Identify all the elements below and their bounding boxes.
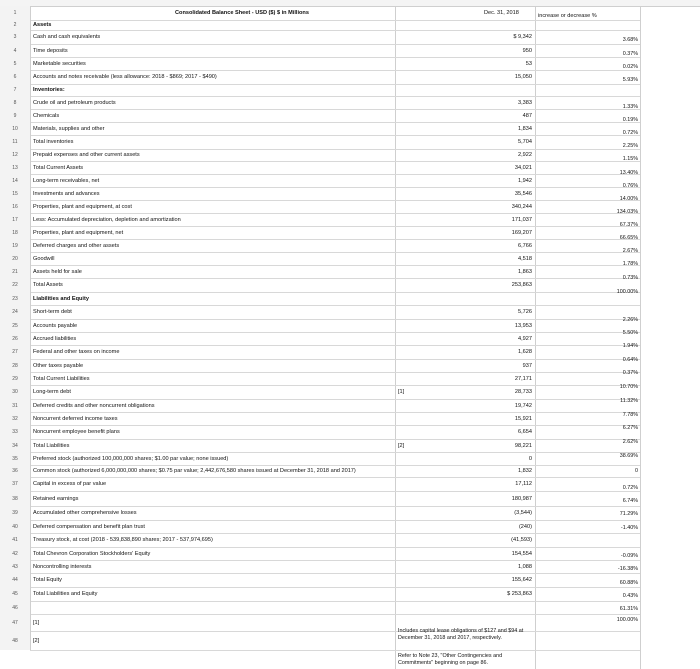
percent-value: 60.88% [619,580,638,586]
table-row [0,213,700,226]
row-number: 16 [0,200,31,213]
table-row [0,265,700,278]
row-value: 15,921 [514,415,532,422]
percent-value: 13.40% [619,170,638,176]
row-value: 937 [522,362,532,369]
row-label: Retained earnings [33,495,79,502]
table-row [0,6,700,20]
row-number: 24 [0,305,31,319]
percent-value: 3.68% [622,37,638,43]
table-row [0,319,700,332]
row-label: Accrued liabilities [33,335,77,342]
row-label: Total Liabilities [33,442,70,449]
row-label: Treasury stock, at cost (2018 - 539,838,890 shares; 2017 - 537,974,695) [33,537,213,543]
table-row [0,305,700,319]
row-number: 14 [0,174,31,187]
row-value: 6,766 [518,242,532,249]
table-row [0,573,700,587]
row-number: 7 [0,84,31,96]
row-value: 34,021 [514,164,532,171]
table-row [0,345,700,359]
percent-value: 0.19% [622,117,638,123]
row-value: 340,244 [511,203,532,210]
row-number: 19 [0,239,31,252]
percent-value: 61.31% [619,606,638,612]
row-value: 180,987 [511,495,532,502]
percent-value: 100.00% [616,617,638,623]
row-label: Accounts payable [33,322,78,329]
row-value: 35,546 [514,190,532,197]
table-row [0,399,700,412]
percent-value: 0.37% [622,370,638,376]
row-number: 2 [0,20,31,30]
table-row [0,506,700,520]
footnote-1-text: Includes capital lease obligations of $127 and $94 at December 31, 2018 and 2017, respectively. [398,628,524,642]
table-row [0,359,700,372]
table-row [0,135,700,149]
row-value: 950 [522,47,532,54]
percent-value: 2.67% [622,248,638,254]
table-row [0,30,700,44]
table-row [0,614,700,631]
row-label: Accumulated other comprehensive losses [33,510,137,516]
row-label: Noncurrent employee benefit plans [33,429,120,435]
percent-value: 5.50% [622,330,638,336]
row-number: 3 [0,30,31,44]
row-label: Common stock (authorized 6,000,000,000 shares; $0.75 par value; 2,442,676,580 shares issued at December 31, 2018 and 2017) [33,467,356,474]
percent-value: 6.27% [622,425,638,431]
percent-value: 0.73% [622,275,638,281]
percent-value: 2.26% [622,317,638,323]
row-label: Properties, plant and equipment, at cost [33,203,132,210]
row-label: Capital in excess of par value [33,481,107,487]
percent-value: 5.93% [622,77,638,83]
row-number: 47 [0,614,31,631]
row-label: [2] [33,637,40,644]
percent-value: 1.33% [622,104,638,110]
row-label: Other taxes payable [33,362,84,369]
row-number: 27 [0,345,31,359]
row-number: 48 [0,631,31,650]
percent-value: 1.15% [622,156,638,162]
percent-value: 100.00% [616,289,638,295]
row-number: 36 [0,465,31,477]
row-value: 5,704 [518,139,532,145]
row-label [33,601,393,614]
table-row [0,161,700,174]
row-value: 5,726 [518,309,532,315]
row-number: 25 [0,319,31,332]
row-label: Deferred credits and other noncurrent obligations [33,402,155,409]
row-label: Total Assets [33,282,63,288]
row-label: Goodwill [33,255,55,262]
percent-value: 38.69% [619,453,638,459]
table-row [0,20,700,30]
percent-value: 1.78% [622,261,638,267]
percent-value: 2.62% [622,439,638,445]
row-value: 171,037 [511,216,532,223]
row-number: 26 [0,332,31,345]
row-divider [30,650,640,651]
table-row [0,57,700,70]
table-row [0,547,700,560]
row-number: 1 [0,6,31,20]
row-number: 41 [0,533,31,547]
row-label: Preferred stock (authorized 100,000,000 shares; $1.00 par value; none issued) [33,455,229,462]
table-row [0,226,700,239]
date-header: Dec. 31, 2018 [484,10,519,16]
row-number: 9 [0,109,31,122]
row-number: 13 [0,161,31,174]
row-label: Inventories: [33,87,65,93]
row-value: 28,733 [514,389,532,395]
row-number: 32 [0,412,31,425]
percent-value: 0.37% [622,51,638,57]
row-number: 35 [0,452,31,465]
row-label: Accounts and notes receivable (less allowance: 2018 - $869; 2017 - $490) [33,74,217,80]
row-number: 44 [0,573,31,587]
table-row [0,491,700,506]
table-row [0,533,700,547]
row-value: 1,834 [518,125,532,132]
row-value: 4,518 [518,255,532,262]
percent-value: 0.76% [622,183,638,189]
row-number: 17 [0,213,31,226]
table-row [0,560,700,573]
table-row [0,96,700,109]
footnote-ref: [2] [398,442,405,449]
row-label: Total Liabilities and Equity [33,591,98,597]
row-label: Chemicals [33,112,60,119]
row-value: 13,953 [514,322,532,329]
table-row [0,332,700,345]
row-number: 11 [0,135,31,149]
table-row [0,278,700,292]
row-label: Long-term debt [33,389,71,395]
percent-value: 6.74% [622,498,638,504]
row-label: Properties, plant and equipment, net [33,229,124,236]
row-number: 8 [0,96,31,109]
table-row [0,84,700,96]
table-row [0,587,700,601]
row-label: Noncurrent deferred income taxes [33,415,118,422]
row-value: 154,554 [511,550,532,557]
row-number: 33 [0,425,31,439]
percent-value: 2.25% [622,143,638,149]
row-label: Short-term debt [33,309,72,315]
table-row [0,122,700,135]
footnote-2-text: Refer to Note 23, "Other Contingencies and Commitments" beginning on page 86. [398,653,503,667]
row-label: Cash and cash equivalents [33,34,101,40]
row-value: 169,207 [511,229,532,236]
table-row [0,439,700,452]
row-label: Time deposits [33,47,68,54]
row-number: 45 [0,587,31,601]
row-number: 4 [0,44,31,57]
row-number: 22 [0,278,31,292]
percent-value: 0.64% [622,357,638,363]
row-value: 19,742 [514,402,532,409]
row-number: 43 [0,560,31,573]
row-value: 0 [528,455,532,462]
row-label: Total Current Assets [33,164,84,171]
row-number: 20 [0,252,31,265]
row-value: 4,927 [518,335,532,342]
row-number: 5 [0,57,31,70]
row-label: Federal and other taxes on income [33,349,120,355]
row-label: Prepaid expenses and other current assets [33,152,140,158]
table-row [0,412,700,425]
table-row [0,200,700,213]
percent-value: -1.40% [620,525,638,531]
row-label: Long-term receivables, net [33,177,100,184]
row-value: $ 253,863 [507,591,532,597]
row-label: Marketable securities [33,60,86,67]
row-number: 31 [0,399,31,412]
row-value: (3,544) [514,510,532,516]
row-value: 3,383 [518,99,532,106]
percent-value: -16.38% [617,566,638,572]
row-number: 29 [0,372,31,385]
row-label: Liabilities and Equity [33,295,89,302]
row-number: 42 [0,547,31,560]
table-row [0,70,700,84]
row-value: 1,942 [518,177,532,184]
row-value: 487 [522,112,532,119]
row-number: 23 [0,292,31,305]
row-label: Less: Accumulated depreciation, depletion and amortization [33,216,181,223]
row-value: 253,863 [511,282,532,288]
table-row [0,385,700,399]
percent-value: 7.78% [622,412,638,418]
table-row [0,425,700,439]
row-value: 53 [525,60,532,67]
change-header: increase or decrease % [538,13,597,19]
percent-value: 71.29% [619,511,638,517]
row-label: Total Equity [33,577,62,583]
row-value: 27,171 [514,375,532,382]
percent-value: 0.43% [622,593,638,599]
row-label: Noncontrolling interests [33,563,92,570]
row-label [33,6,393,20]
row-number: 39 [0,506,31,520]
row-label: Assets [33,22,52,28]
row-number: 30 [0,385,31,399]
row-label: Crude oil and petroleum products [33,99,116,106]
percent-value: 1.94% [622,343,638,349]
row-value: 15,050 [514,74,532,80]
table-row [0,187,700,200]
row-value: 1,088 [518,563,532,570]
percent-value: -0.09% [620,553,638,559]
percent-value: 0.72% [622,485,638,491]
table-row [0,601,700,614]
percent-value: 66.65% [619,235,638,241]
row-label: Investments and advances [33,190,100,197]
table-row [0,452,700,465]
row-label: Assets held for sale [33,268,82,275]
row-value: 17,112 [515,481,532,487]
table-row [0,109,700,122]
row-label: Materials, supplies and other [33,125,105,132]
row-number: 34 [0,439,31,452]
row-label: Deferred compensation and benefit plan trust [33,523,145,530]
row-value: $ 9,342 [513,34,532,40]
row-value: 6,654 [518,429,532,435]
percent-value: 11.32% [620,398,638,404]
table-row [0,465,700,477]
percent-value: 14.00% [619,196,638,202]
row-label: Total Current Liabilities [33,375,90,382]
table-row [0,372,700,385]
row-value: (240) [518,523,532,530]
row-value: (41,593) [511,537,532,543]
row-label: [1] [33,619,40,626]
row-label: Deferred charges and other assets [33,242,120,249]
row-number: 18 [0,226,31,239]
row-value: 155,642 [511,577,532,583]
row-number: 21 [0,265,31,278]
row-number: 28 [0,359,31,372]
percent-value: 0.02% [622,64,638,70]
percent-value: 0.72% [622,130,638,136]
table-row [0,520,700,533]
table-row [0,631,700,650]
table-row [0,252,700,265]
row-number: 15 [0,187,31,200]
row-value: 1,832 [518,468,532,474]
row-number: 10 [0,122,31,135]
row-number: 38 [0,491,31,506]
row-number: 12 [0,149,31,161]
percent-value: 0 [635,468,638,474]
row-value: 98,221 [514,442,532,449]
footnote-ref: [1] [398,389,405,395]
percent-value: 134.03% [616,209,638,215]
percent-value: 67.37% [619,222,638,228]
sheet-title: Consolidated Balance Sheet - USD ($) $ in Millions [175,10,309,16]
percent-value: 10.70% [619,384,638,390]
row-number: 6 [0,70,31,84]
row-number: 40 [0,520,31,533]
row-label: Total Chevron Corporation Stockholders' Equity [33,550,151,557]
table-row [0,292,700,305]
table-row [0,44,700,57]
table-row [0,149,700,161]
row-number: 46 [0,601,31,614]
row-value: 1,863 [518,268,532,275]
row-label: Total inventories [33,139,74,145]
row-value: 1,628 [518,349,532,355]
row-number: 37 [0,477,31,491]
row-value: 2,922 [518,152,532,158]
table-row [0,239,700,252]
table-row [0,477,700,491]
table-row [0,174,700,187]
